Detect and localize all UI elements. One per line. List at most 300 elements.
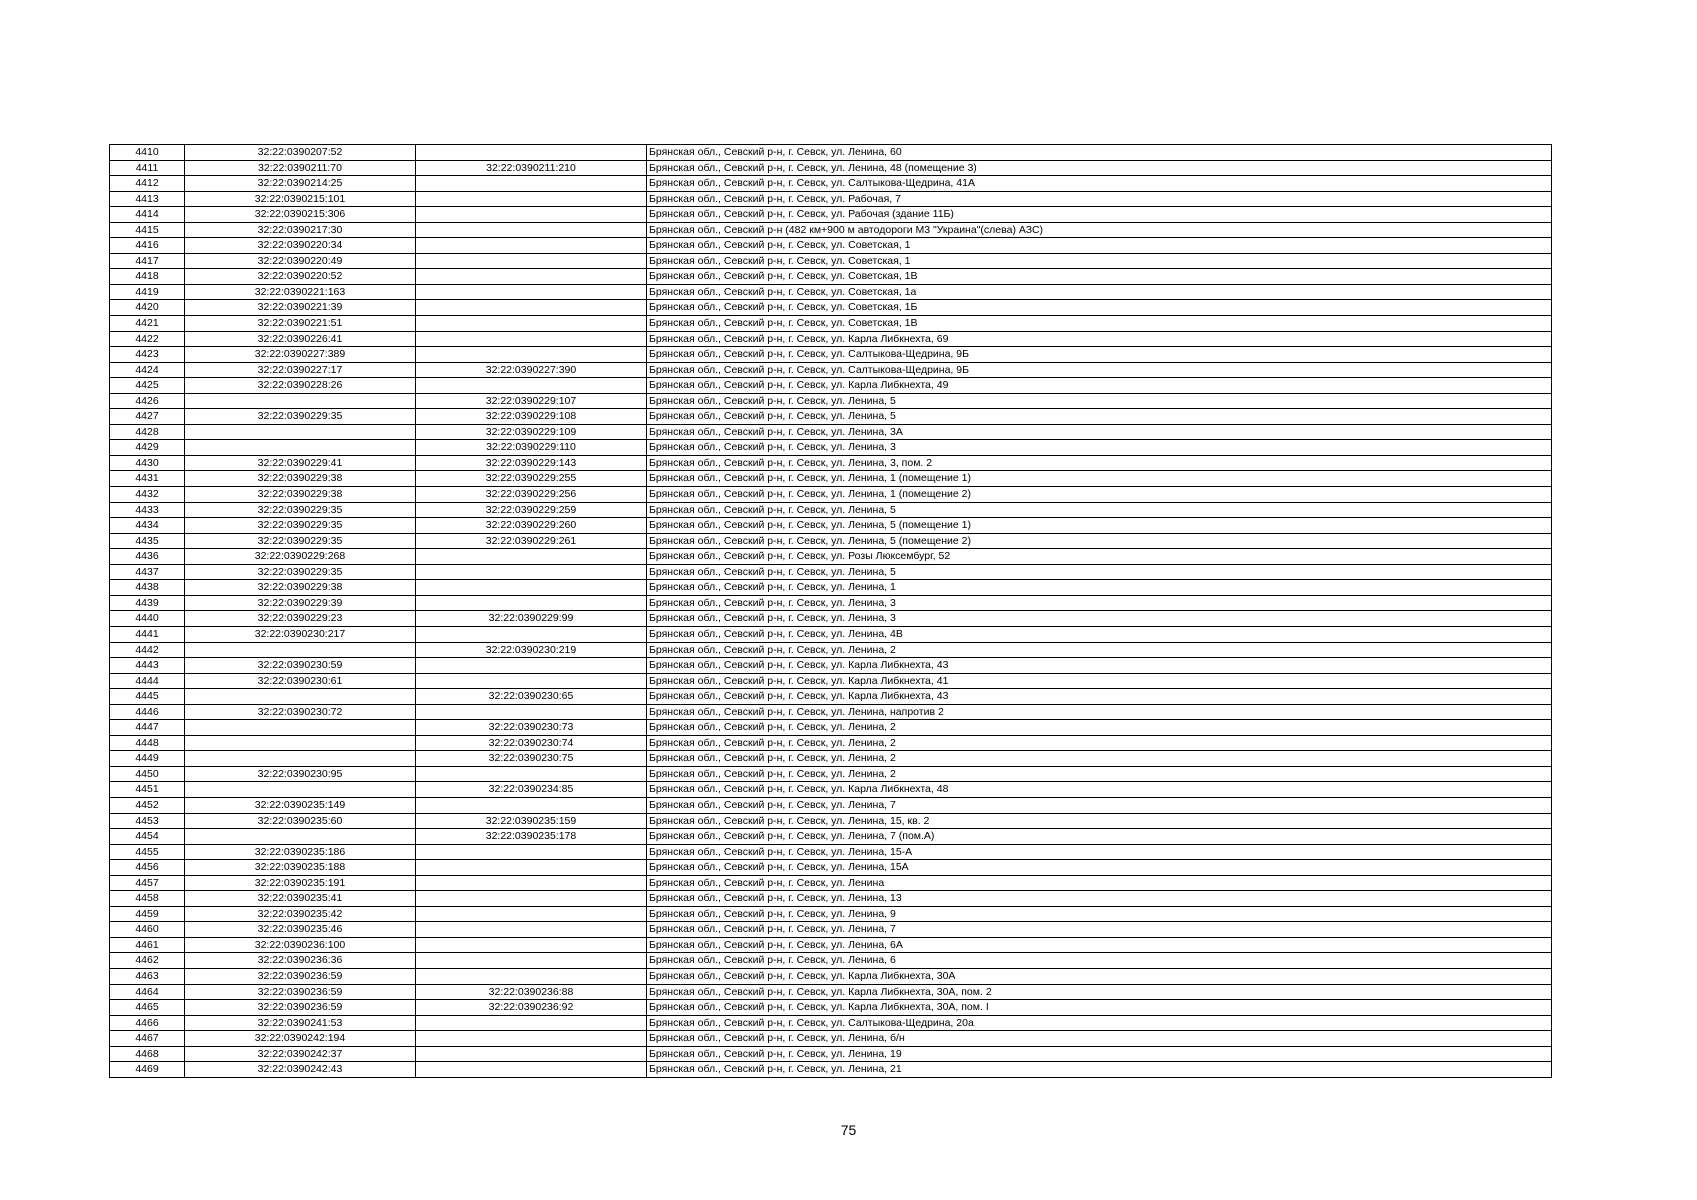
cadastral-number-cell: 32:22:0390235:191 <box>185 875 416 891</box>
related-cadastral-number-cell <box>416 1031 647 1047</box>
related-cadastral-number-cell <box>416 331 647 347</box>
table-row <box>110 238 1552 254</box>
address-cell: Брянская обл., Севский р-н, г. Севск, ул. Ленина, 5 <box>647 502 1552 518</box>
row-number-cell: 4415 <box>110 222 185 238</box>
row-number-cell: 4419 <box>110 284 185 300</box>
row-number-cell: 4469 <box>110 1062 185 1078</box>
row-number-cell: 4444 <box>110 673 185 689</box>
cadastral-number-cell <box>185 642 416 658</box>
related-cadastral-number-cell <box>416 238 647 254</box>
related-cadastral-number-cell <box>416 580 647 596</box>
table-row <box>110 160 1552 176</box>
cadastral-number-cell: 32:22:0390207:52 <box>185 145 416 161</box>
cadastral-number-cell: 32:22:0390229:35 <box>185 533 416 549</box>
cadastral-number-cell <box>185 424 416 440</box>
table-row <box>110 549 1552 565</box>
table-row <box>110 518 1552 534</box>
address-cell: Брянская обл., Севский р-н, г. Севск, ул. Ленина, 19 <box>647 1046 1552 1062</box>
address-cell: Брянская обл., Севский р-н, г. Севск, ул. Ленина, 15-А <box>647 844 1552 860</box>
related-cadastral-number-cell <box>416 549 647 565</box>
table-row <box>110 953 1552 969</box>
table-row <box>110 487 1552 503</box>
cadastral-number-cell: 32:22:0390242:194 <box>185 1031 416 1047</box>
row-number-cell: 4456 <box>110 860 185 876</box>
related-cadastral-number-cell <box>416 316 647 332</box>
cadastral-number-cell: 32:22:0390229:23 <box>185 611 416 627</box>
related-cadastral-number-cell <box>416 191 647 207</box>
address-cell: Брянская обл., Севский р-н, г. Севск, ул. Карла Либкнехта, 48 <box>647 782 1552 798</box>
address-cell: Брянская обл., Севский р-н, г. Севск, ул. Ленина, 2 <box>647 720 1552 736</box>
cadastral-number-cell: 32:22:0390226:41 <box>185 331 416 347</box>
related-cadastral-number-cell: 32:22:0390229:110 <box>416 440 647 456</box>
table-row <box>110 829 1552 845</box>
address-cell: Брянская обл., Севский р-н, г. Севск, ул. Ленина, 1 (помещение 1) <box>647 471 1552 487</box>
row-number-cell: 4421 <box>110 316 185 332</box>
table-row <box>110 207 1552 223</box>
cadastral-number-cell: 32:22:0390229:38 <box>185 580 416 596</box>
table-row <box>110 595 1552 611</box>
related-cadastral-number-cell <box>416 906 647 922</box>
related-cadastral-number-cell: 32:22:0390230:75 <box>416 751 647 767</box>
related-cadastral-number-cell <box>416 891 647 907</box>
registry-table-body <box>110 145 1552 1078</box>
table-row <box>110 658 1552 674</box>
cadastral-number-cell: 32:22:0390220:34 <box>185 238 416 254</box>
table-row <box>110 502 1552 518</box>
table-row <box>110 284 1552 300</box>
related-cadastral-number-cell: 32:22:0390229:259 <box>416 502 647 518</box>
cadastral-number-cell: 32:22:0390230:95 <box>185 766 416 782</box>
row-number-cell: 4467 <box>110 1031 185 1047</box>
address-cell: Брянская обл., Севский р-н, г. Севск, ул. Салтыкова-Щедрина, 9Б <box>647 362 1552 378</box>
table-row <box>110 782 1552 798</box>
address-cell: Брянская обл., Севский р-н, г. Севск, ул. Ленина, 15А <box>647 860 1552 876</box>
row-number-cell: 4411 <box>110 160 185 176</box>
table-row <box>110 455 1552 471</box>
address-cell: Брянская обл., Севский р-н, г. Севск, ул. Ленина, 3 <box>647 595 1552 611</box>
address-cell: Брянская обл., Севский р-н, г. Севск, ул. Ленина, 6 <box>647 953 1552 969</box>
related-cadastral-number-cell: 32:22:0390211:210 <box>416 160 647 176</box>
table-row <box>110 704 1552 720</box>
table-row <box>110 735 1552 751</box>
related-cadastral-number-cell <box>416 378 647 394</box>
cadastral-number-cell: 32:22:0390229:41 <box>185 455 416 471</box>
address-cell: Брянская обл., Севский р-н, г. Севск, ул. Карла Либкнехта, 30А, пом. 2 <box>647 984 1552 1000</box>
cadastral-number-cell: 32:22:0390235:60 <box>185 813 416 829</box>
table-row <box>110 689 1552 705</box>
related-cadastral-number-cell <box>416 253 647 269</box>
address-cell: Брянская обл., Севский р-н, г. Севск, ул. Карла Либкнехта, 30А <box>647 968 1552 984</box>
row-number-cell: 4413 <box>110 191 185 207</box>
row-number-cell: 4437 <box>110 564 185 580</box>
related-cadastral-number-cell <box>416 284 647 300</box>
row-number-cell: 4447 <box>110 720 185 736</box>
table-row <box>110 564 1552 580</box>
cadastral-number-cell: 32:22:0390235:188 <box>185 860 416 876</box>
cadastral-number-cell: 32:22:0390227:389 <box>185 347 416 363</box>
table-row <box>110 751 1552 767</box>
table-row <box>110 362 1552 378</box>
row-number-cell: 4430 <box>110 455 185 471</box>
related-cadastral-number-cell <box>416 145 647 161</box>
related-cadastral-number-cell <box>416 766 647 782</box>
cadastral-number-cell <box>185 782 416 798</box>
address-cell: Брянская обл., Севский р-н, г. Севск, ул. Ленина, 13 <box>647 891 1552 907</box>
related-cadastral-number-cell <box>416 844 647 860</box>
page-number: 75 <box>840 1122 857 1138</box>
related-cadastral-number-cell <box>416 1046 647 1062</box>
row-number-cell: 4424 <box>110 362 185 378</box>
table-row <box>110 797 1552 813</box>
cadastral-number-cell: 32:22:0390236:59 <box>185 1000 416 1016</box>
table-row <box>110 626 1552 642</box>
related-cadastral-number-cell: 32:22:0390229:109 <box>416 424 647 440</box>
address-cell: Брянская обл., Севский р-н, г. Севск, ул. Карла Либкнехта, 30А, пом. I <box>647 1000 1552 1016</box>
cadastral-number-cell: 32:22:0390229:39 <box>185 595 416 611</box>
address-cell: Брянская обл., Севский р-н, г. Севск, ул. Ленина, 6А <box>647 937 1552 953</box>
related-cadastral-number-cell <box>416 658 647 674</box>
row-number-cell: 4429 <box>110 440 185 456</box>
cadastral-number-cell: 32:22:0390229:35 <box>185 564 416 580</box>
related-cadastral-number-cell: 32:22:0390236:88 <box>416 984 647 1000</box>
row-number-cell: 4440 <box>110 611 185 627</box>
cadastral-number-cell: 32:22:0390229:268 <box>185 549 416 565</box>
address-cell: Брянская обл., Севский р-н, г. Севск, ул. Карла Либкнехта, 41 <box>647 673 1552 689</box>
cadastral-number-cell: 32:22:0390217:30 <box>185 222 416 238</box>
related-cadastral-number-cell <box>416 269 647 285</box>
related-cadastral-number-cell: 32:22:0390229:260 <box>416 518 647 534</box>
table-row <box>110 424 1552 440</box>
cadastral-number-cell: 32:22:0390221:39 <box>185 300 416 316</box>
table-row <box>110 937 1552 953</box>
row-number-cell: 4445 <box>110 689 185 705</box>
address-cell: Брянская обл., Севский р-н, г. Севск, ул. Ленина <box>647 875 1552 891</box>
table-row <box>110 968 1552 984</box>
cadastral-number-cell: 32:22:0390227:17 <box>185 362 416 378</box>
cadastral-number-cell: 32:22:0390229:35 <box>185 518 416 534</box>
table-row <box>110 300 1552 316</box>
table-row <box>110 378 1552 394</box>
address-cell: Брянская обл., Севский р-н, г. Севск, ул. Салтыкова-Щедрина, 20а <box>647 1015 1552 1031</box>
row-number-cell: 4433 <box>110 502 185 518</box>
table-row <box>110 316 1552 332</box>
related-cadastral-number-cell <box>416 797 647 813</box>
address-cell: Брянская обл., Севский р-н, г. Севск, ул. Ленина, 3, пом. 2 <box>647 455 1552 471</box>
cadastral-number-cell: 32:22:0390221:163 <box>185 284 416 300</box>
related-cadastral-number-cell: 32:22:0390229:255 <box>416 471 647 487</box>
table-row <box>110 145 1552 161</box>
cadastral-number-cell: 32:22:0390221:51 <box>185 316 416 332</box>
address-cell: Брянская обл., Севский р-н, г. Севск, ул. Советская, 1В <box>647 269 1552 285</box>
address-cell: Брянская обл., Севский р-н, г. Севск, ул. Карла Либкнехта, 69 <box>647 331 1552 347</box>
row-number-cell: 4425 <box>110 378 185 394</box>
row-number-cell: 4442 <box>110 642 185 658</box>
cadastral-number-cell: 32:22:0390235:42 <box>185 906 416 922</box>
address-cell: Брянская обл., Севский р-н, г. Севск, ул. Ленина, 9 <box>647 906 1552 922</box>
row-number-cell: 4416 <box>110 238 185 254</box>
table-row <box>110 875 1552 891</box>
row-number-cell: 4466 <box>110 1015 185 1031</box>
address-cell: Брянская обл., Севский р-н, г. Севск, ул. Рабочая, 7 <box>647 191 1552 207</box>
cadastral-number-cell: 32:22:0390230:72 <box>185 704 416 720</box>
address-cell: Брянская обл., Севский р-н, г. Севск, ул. Ленина, 2 <box>647 735 1552 751</box>
row-number-cell: 4464 <box>110 984 185 1000</box>
row-number-cell: 4417 <box>110 253 185 269</box>
address-cell: Брянская обл., Севский р-н, г. Севск, ул. Ленина, 21 <box>647 1062 1552 1078</box>
row-number-cell: 4463 <box>110 968 185 984</box>
table-row <box>110 1031 1552 1047</box>
row-number-cell: 4450 <box>110 766 185 782</box>
table-row <box>110 984 1552 1000</box>
row-number-cell: 4418 <box>110 269 185 285</box>
row-number-cell: 4426 <box>110 393 185 409</box>
cadastral-number-cell: 32:22:0390229:35 <box>185 409 416 425</box>
row-number-cell: 4458 <box>110 891 185 907</box>
address-cell: Брянская обл., Севский р-н, г. Севск, ул. Ленина, 5 <box>647 564 1552 580</box>
related-cadastral-number-cell: 32:22:0390235:178 <box>416 829 647 845</box>
table-row <box>110 191 1552 207</box>
row-number-cell: 4448 <box>110 735 185 751</box>
table-row <box>110 1000 1552 1016</box>
row-number-cell: 4461 <box>110 937 185 953</box>
cadastral-number-cell: 32:22:0390230:59 <box>185 658 416 674</box>
related-cadastral-number-cell: 32:22:0390229:107 <box>416 393 647 409</box>
row-number-cell: 4453 <box>110 813 185 829</box>
cadastral-number-cell: 32:22:0390236:59 <box>185 984 416 1000</box>
address-cell: Брянская обл., Севский р-н, г. Севск, ул. Салтыкова-Щедрина, 41А <box>647 176 1552 192</box>
related-cadastral-number-cell <box>416 347 647 363</box>
address-cell: Брянская обл., Севский р-н, г. Севск, ул. Ленина, 4В <box>647 626 1552 642</box>
cadastral-number-cell <box>185 440 416 456</box>
table-row <box>110 1046 1552 1062</box>
related-cadastral-number-cell <box>416 300 647 316</box>
related-cadastral-number-cell: 32:22:0390230:219 <box>416 642 647 658</box>
address-cell: Брянская обл., Севский р-н, г. Севск, ул. Ленина, 5 (помещение 2) <box>647 533 1552 549</box>
row-number-cell: 4465 <box>110 1000 185 1016</box>
table-row <box>110 222 1552 238</box>
row-number-cell: 4420 <box>110 300 185 316</box>
address-cell: Брянская обл., Севский р-н, г. Севск, ул. Розы Люксембург, 52 <box>647 549 1552 565</box>
row-number-cell: 4423 <box>110 347 185 363</box>
table-row <box>110 176 1552 192</box>
related-cadastral-number-cell: 32:22:0390230:73 <box>416 720 647 736</box>
table-row <box>110 347 1552 363</box>
cadastral-number-cell: 32:22:0390230:61 <box>185 673 416 689</box>
address-cell: Брянская обл., Севский р-н, г. Севск, ул. Ленина, 1 <box>647 580 1552 596</box>
related-cadastral-number-cell <box>416 875 647 891</box>
address-cell: Брянская обл., Севский р-н, г. Севск, ул. Карла Либкнехта, 49 <box>647 378 1552 394</box>
cadastral-number-cell: 32:22:0390242:43 <box>185 1062 416 1078</box>
table-row <box>110 860 1552 876</box>
table-row <box>110 891 1552 907</box>
row-number-cell: 4455 <box>110 844 185 860</box>
related-cadastral-number-cell <box>416 207 647 223</box>
table-row <box>110 269 1552 285</box>
table-row <box>110 673 1552 689</box>
address-cell: Брянская обл., Севский р-н, г. Севск, ул. Ленина, 2 <box>647 642 1552 658</box>
related-cadastral-number-cell <box>416 860 647 876</box>
cadastral-number-cell <box>185 829 416 845</box>
related-cadastral-number-cell: 32:22:0390234:85 <box>416 782 647 798</box>
row-number-cell: 4460 <box>110 922 185 938</box>
table-row <box>110 393 1552 409</box>
registry-table <box>109 144 1552 1078</box>
related-cadastral-number-cell <box>416 968 647 984</box>
table-row <box>110 922 1552 938</box>
table-row <box>110 766 1552 782</box>
table-row <box>110 611 1552 627</box>
related-cadastral-number-cell <box>416 953 647 969</box>
related-cadastral-number-cell: 32:22:0390227:390 <box>416 362 647 378</box>
table-row <box>110 580 1552 596</box>
row-number-cell: 4431 <box>110 471 185 487</box>
table-row <box>110 471 1552 487</box>
row-number-cell: 4454 <box>110 829 185 845</box>
row-number-cell: 4412 <box>110 176 185 192</box>
cadastral-number-cell: 32:22:0390229:38 <box>185 487 416 503</box>
cadastral-number-cell: 32:22:0390230:217 <box>185 626 416 642</box>
table-row <box>110 409 1552 425</box>
related-cadastral-number-cell: 32:22:0390230:74 <box>416 735 647 751</box>
related-cadastral-number-cell: 32:22:0390230:65 <box>416 689 647 705</box>
related-cadastral-number-cell <box>416 564 647 580</box>
address-cell: Брянская обл., Севский р-н, г. Севск, ул. Ленина, 7 (пом.А) <box>647 829 1552 845</box>
row-number-cell: 4457 <box>110 875 185 891</box>
table-row <box>110 253 1552 269</box>
address-cell: Брянская обл., Севский р-н, г. Севск, ул. Ленина, 2 <box>647 751 1552 767</box>
related-cadastral-number-cell <box>416 176 647 192</box>
address-cell: Брянская обл., Севский р-н, г. Севск, ул. Ленина, 5 <box>647 393 1552 409</box>
related-cadastral-number-cell <box>416 937 647 953</box>
cadastral-number-cell <box>185 751 416 767</box>
table-row <box>110 813 1552 829</box>
related-cadastral-number-cell <box>416 1015 647 1031</box>
cadastral-number-cell <box>185 735 416 751</box>
related-cadastral-number-cell: 32:22:0390229:261 <box>416 533 647 549</box>
address-cell: Брянская обл., Севский р-н, г. Севск, ул. Ленина, 5 (помещение 1) <box>647 518 1552 534</box>
cadastral-number-cell: 32:22:0390214:25 <box>185 176 416 192</box>
row-number-cell: 4438 <box>110 580 185 596</box>
address-cell: Брянская обл., Севский р-н, г. Севск, ул. Советская, 1 <box>647 238 1552 254</box>
address-cell: Брянская обл., Севский р-н, г. Севск, ул. Салтыкова-Щедрина, 9Б <box>647 347 1552 363</box>
row-number-cell: 4451 <box>110 782 185 798</box>
address-cell: Брянская обл., Севский р-н, г. Севск, ул. Ленина, 2 <box>647 766 1552 782</box>
row-number-cell: 4449 <box>110 751 185 767</box>
address-cell: Брянская обл., Севский р-н, г. Севск, ул. Ленина, 3 <box>647 611 1552 627</box>
row-number-cell: 4439 <box>110 595 185 611</box>
row-number-cell: 4446 <box>110 704 185 720</box>
address-cell: Брянская обл., Севский р-н, г. Севск, ул. Ленина, 15, кв. 2 <box>647 813 1552 829</box>
cadastral-number-cell <box>185 720 416 736</box>
address-cell: Брянская обл., Севский р-н, г. Севск, ул. Советская, 1В <box>647 316 1552 332</box>
address-cell: Брянская обл., Севский р-н, г. Севск, ул. Ленина, 3 <box>647 440 1552 456</box>
cadastral-number-cell: 32:22:0390236:36 <box>185 953 416 969</box>
row-number-cell: 4434 <box>110 518 185 534</box>
row-number-cell: 4427 <box>110 409 185 425</box>
row-number-cell: 4428 <box>110 424 185 440</box>
related-cadastral-number-cell <box>416 626 647 642</box>
cadastral-number-cell: 32:22:0390228:26 <box>185 378 416 394</box>
row-number-cell: 4452 <box>110 797 185 813</box>
table-row <box>110 331 1552 347</box>
related-cadastral-number-cell <box>416 595 647 611</box>
row-number-cell: 4432 <box>110 487 185 503</box>
table-row <box>110 1015 1552 1031</box>
cadastral-number-cell: 32:22:0390211:70 <box>185 160 416 176</box>
address-cell: Брянская обл., Севский р-н, г. Севск, ул. Советская, 1а <box>647 284 1552 300</box>
address-cell: Брянская обл., Севский р-н, г. Севск, ул. Ленина, напротив 2 <box>647 704 1552 720</box>
address-cell: Брянская обл., Севский р-н, г. Севск, ул. Ленина, 5 <box>647 409 1552 425</box>
related-cadastral-number-cell: 32:22:0390229:108 <box>416 409 647 425</box>
address-cell: Брянская обл., Севский р-н, г. Севск, ул. Ленина, б/н <box>647 1031 1552 1047</box>
row-number-cell: 4414 <box>110 207 185 223</box>
cadastral-number-cell: 32:22:0390242:37 <box>185 1046 416 1062</box>
table-row <box>110 1062 1552 1078</box>
cadastral-number-cell: 32:22:0390235:186 <box>185 844 416 860</box>
address-cell: Брянская обл., Севский р-н, г. Севск, ул. Карла Либкнехта, 43 <box>647 658 1552 674</box>
address-cell: Брянская обл., Севский р-н, г. Севск, ул. Ленина, 60 <box>647 145 1552 161</box>
cadastral-number-cell: 32:22:0390229:35 <box>185 502 416 518</box>
cadastral-number-cell: 32:22:0390235:41 <box>185 891 416 907</box>
cadastral-number-cell: 32:22:0390220:49 <box>185 253 416 269</box>
table-row <box>110 720 1552 736</box>
cadastral-number-cell: 32:22:0390229:38 <box>185 471 416 487</box>
table-row <box>110 906 1552 922</box>
cadastral-number-cell: 32:22:0390241:53 <box>185 1015 416 1031</box>
address-cell: Брянская обл., Севский р-н, г. Севск, ул. Рабочая (здание 11Б) <box>647 207 1552 223</box>
address-cell: Брянская обл., Севский р-н, г. Севск, ул. Ленина, 7 <box>647 797 1552 813</box>
related-cadastral-number-cell <box>416 704 647 720</box>
related-cadastral-number-cell: 32:22:0390236:92 <box>416 1000 647 1016</box>
cadastral-number-cell: 32:22:0390236:59 <box>185 968 416 984</box>
related-cadastral-number-cell: 32:22:0390229:256 <box>416 487 647 503</box>
row-number-cell: 4443 <box>110 658 185 674</box>
related-cadastral-number-cell: 32:22:0390229:99 <box>416 611 647 627</box>
cadastral-number-cell <box>185 689 416 705</box>
row-number-cell: 4468 <box>110 1046 185 1062</box>
related-cadastral-number-cell <box>416 673 647 689</box>
related-cadastral-number-cell <box>416 222 647 238</box>
row-number-cell: 4422 <box>110 331 185 347</box>
address-cell: Брянская обл., Севский р-н, г. Севск, ул. Ленина, 48 (помещение 3) <box>647 160 1552 176</box>
row-number-cell: 4435 <box>110 533 185 549</box>
cadastral-number-cell: 32:22:0390215:101 <box>185 191 416 207</box>
cadastral-number-cell: 32:22:0390220:52 <box>185 269 416 285</box>
related-cadastral-number-cell: 32:22:0390235:159 <box>416 813 647 829</box>
address-cell: Брянская обл., Севский р-н (482 км+900 м автодороги М3 "Украина"(слева) АЗС) <box>647 222 1552 238</box>
table-row <box>110 642 1552 658</box>
related-cadastral-number-cell <box>416 1062 647 1078</box>
related-cadastral-number-cell: 32:22:0390229:143 <box>416 455 647 471</box>
address-cell: Брянская обл., Севский р-н, г. Севск, ул. Советская, 1 <box>647 253 1552 269</box>
row-number-cell: 4410 <box>110 145 185 161</box>
table-row <box>110 844 1552 860</box>
row-number-cell: 4462 <box>110 953 185 969</box>
cadastral-number-cell: 32:22:0390235:46 <box>185 922 416 938</box>
cadastral-number-cell: 32:22:0390236:100 <box>185 937 416 953</box>
row-number-cell: 4459 <box>110 906 185 922</box>
address-cell: Брянская обл., Севский р-н, г. Севск, ул. Карла Либкнехта, 43 <box>647 689 1552 705</box>
address-cell: Брянская обл., Севский р-н, г. Севск, ул. Советская, 1Б <box>647 300 1552 316</box>
address-cell: Брянская обл., Севский р-н, г. Севск, ул. Ленина, 1 (помещение 2) <box>647 487 1552 503</box>
table-row <box>110 533 1552 549</box>
address-cell: Брянская обл., Севский р-н, г. Севск, ул. Ленина, 3А <box>647 424 1552 440</box>
related-cadastral-number-cell <box>416 922 647 938</box>
row-number-cell: 4436 <box>110 549 185 565</box>
cadastral-number-cell <box>185 393 416 409</box>
table-row <box>110 440 1552 456</box>
cadastral-number-cell: 32:22:0390235:149 <box>185 797 416 813</box>
